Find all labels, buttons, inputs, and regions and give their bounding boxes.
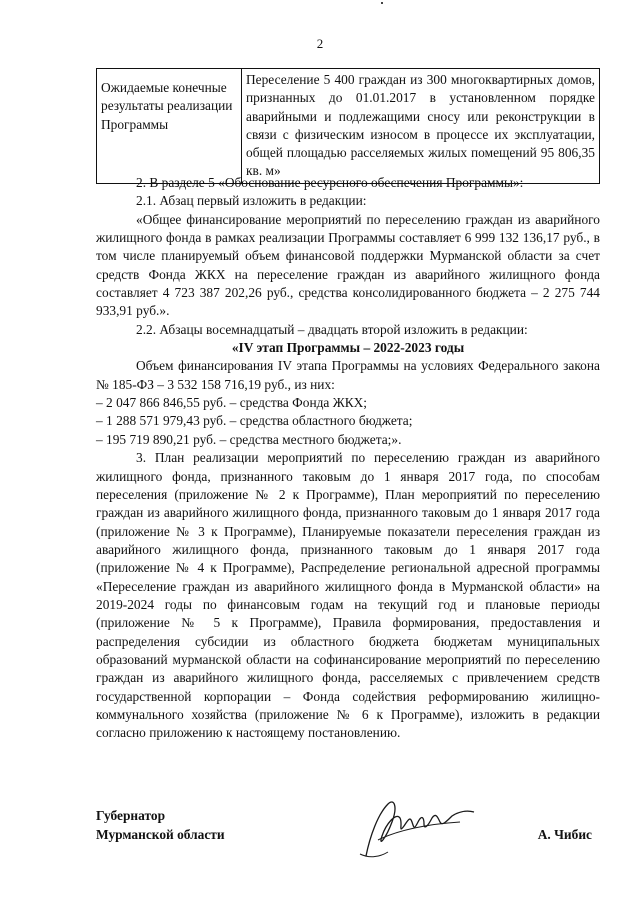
paragraph-2-2: 2.2. Абзацы восемнадцатый – двадцать второй изложить в редакции: [136,321,528,337]
list-item: – 1 288 571 979,43 руб. – средства областного бюджета; [96,413,413,429]
governor-title-line1: Губернатор [96,808,166,823]
paragraph-plan: 3. План реализации мероприятий по переселению граждан из аварийного жилищного фонда, признанного таковым до 1 января 2017 года, по способам переселения (приложение № 2 к Программе), План мероприятий по переселению граждан из аварийного жилищного фонда, признанного таковым до 1 января 2017 года (приложение № 3 к Программе), Планируемые показатели переселения граждан из аварийного жилищного фонда, признанного таковым до 1 января 2017 года (приложение № 4 к Программе), Распределение региональной адресной программы «Переселение граждан из аварийного жилищного фонда в Мурманской области» на 2019-2024 годы по финансовым годам на текущий год и плановые периоды (приложение № 5 к Программе), Правила формирования, предоставления и распределения субсидии из областного бюджета бюджетам муниципальных образований мурманской области на софинансирование мероприятий по переселению граждан из аварийного жилищного фонда, расселяемых с привлечением средств государственной корпорации – Фонда содействия реформированию жилищно-коммунального хозяйства (приложение № 6 к Программе), изложить в редакции согласно приложению к настоящему постановлению. [96,450,600,741]
paragraph-funding: «Общее финансирование мероприятий по переселению граждан из аварийного жилищного фонда в рамках реализации Программы составляет 6 999 132 136,17 руб., в том числе планируемый объем финансовой поддержки Мурманской области за счет средств Фонда ЖКХ на переселение граждан из аварийного жилищного фонда составляет 4 723 387 202,26 руб., средства консолидированного бюджета – 2 275 744 933,91 руб.». [96,211,600,319]
handwritten-signature [348,796,488,866]
scan-dot [381,2,383,4]
list-item: – 2 047 866 846,55 руб. – средства Фонда ЖКХ; [96,395,368,411]
governor-title [96,806,225,844]
table-label-cell: Ожидаемые конечные результаты реализации Программы [97,69,242,184]
page-number: 2 [316,36,324,51]
results-table [96,68,600,184]
signature-block [96,806,600,866]
paragraph-stage-volume: Объем финансирования IV этапа Программы на условиях Федерального закона № 185-ФЗ – 3 532 158 716,19 руб., из них: [96,358,600,392]
governor-name: А. Чибис [537,827,592,842]
table-value-cell: Переселение 5 400 граждан из 300 многоквартирных домов, признанных до 01.01.2017 в установленном порядке аварийными и подлежащими сносу или реконструкции в связи с физическим износом в процессе их эксплуатации, общей площадью расселяемых жилых помещений 95 806,35 кв. м» [242,69,600,184]
table-row [97,69,600,184]
document-body [96,174,600,743]
governor-title-line2: Мурманской области [96,827,225,842]
stage-heading: «IV этап Программы – 2022-2023 годы [231,340,465,356]
paragraph-2-1: 2.1. Абзац первый изложить в редакции: [136,193,367,209]
list-item: – 195 719 890,21 руб. – средства местного бюджета;». [96,431,402,447]
paragraph-section5: 2. В разделе 5 «Обоснование ресурсного обеспечения Программы»: [136,175,524,190]
